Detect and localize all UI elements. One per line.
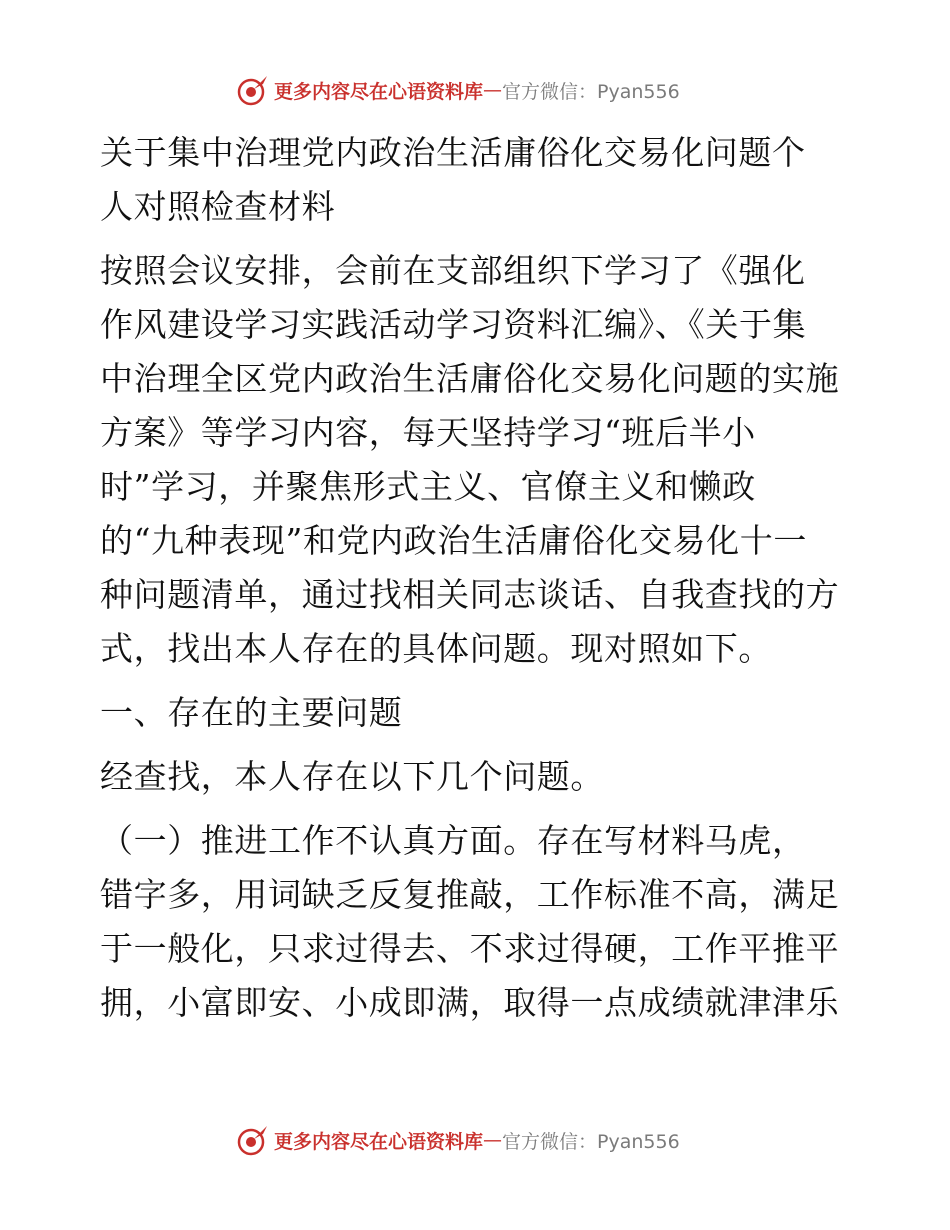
intro-line-4: 方案》等学习内容，每天坚持学习“班后半小 [100,413,756,452]
intro-line-7: 种问题清单，通过找相关同志谈话、自我查找的方 [100,575,840,614]
banner-wechat-text: 官方微信：Pyan556 [502,1130,680,1153]
footer-banner [236,1122,680,1158]
intro-line-8: 式，找出本人存在的具体问题。现对照如下。 [100,629,772,668]
banner-dash: — [483,1129,503,1151]
banner-red-text: 更多内容尽在心语资料库 [274,1130,484,1153]
section-heading: 一、存在的主要问题 [100,693,403,732]
banner-wechat-text: 官方微信：Pyan556 [502,80,680,103]
header-banner [236,72,680,108]
intro-line-5: 时”学习，并聚焦形式主义、官僚主义和懒政 [100,467,756,506]
intro-line-6: 的“九种表现”和党内政治生活庸俗化交易化十一 [100,521,807,560]
title-line-2: 人对照检查材料 [100,187,336,226]
quill-logo-icon [236,73,270,107]
intro-line-1: 按照会议安排，会前在支部组织下学习了《强化 [100,251,806,290]
item1-line-2: 错字多，用词缺乏反复推敲，工作标准不高，满足 [100,875,840,914]
banner-red-text: 更多内容尽在心语资料库 [274,80,484,103]
item1-line-1: （一）推进工作不认真方面。存在写材料马虎， [100,821,806,860]
title-line-1: 关于集中治理党内政治生活庸俗化交易化问题个 [100,133,806,172]
intro-line-3: 中治理全区党内政治生活庸俗化交易化问题的实施 [100,359,840,398]
item1-line-3: 于一般化，只求过得去、不求过得硬，工作平推平 [100,929,840,968]
quill-logo-icon [236,1123,270,1157]
section-intro: 经查找，本人存在以下几个问题。 [100,757,604,796]
item1-line-4: 拥，小富即安、小成即满，取得一点成绩就津津乐 [100,983,840,1022]
banner-dash: — [483,79,503,101]
intro-line-2: 作风建设学习实践活动学习资料汇编》、《关于集 [100,305,807,344]
document-body [100,126,852,1030]
